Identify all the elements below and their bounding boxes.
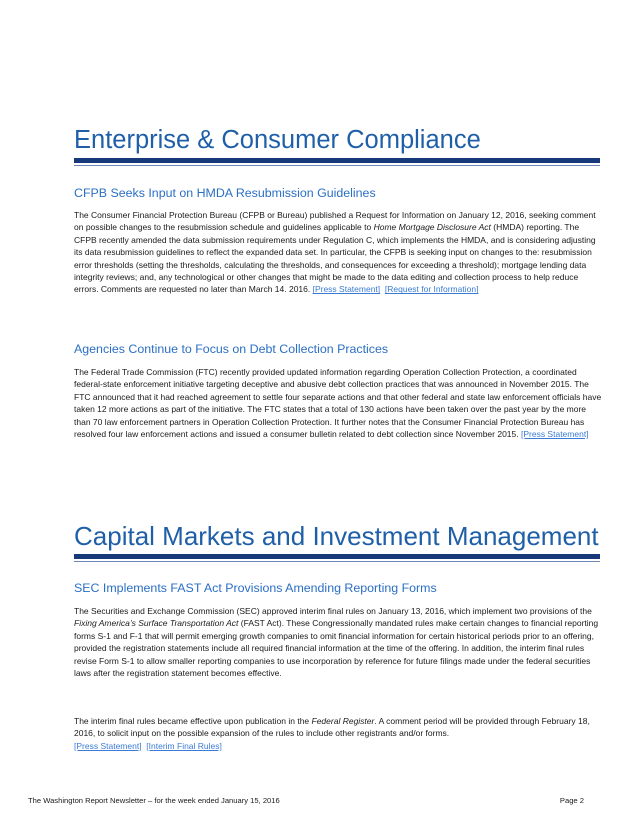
article-body-fast-act-p2 [74,715,602,752]
page-footer [28,796,584,805]
article-title-hmda-resubmission: CFPB Seeks Input on HMDA Resubmission Guidelines [74,186,376,200]
article-body-hmda [74,209,602,296]
press-statement-link[interactable]: [Press Statement] [520,429,589,440]
footer-newsletter-title: The Washington Report Newsletter – for the week ended January 15, 2016 [28,796,280,805]
request-for-information-link[interactable]: [Request for Information] [384,284,479,295]
act-name: Home Mortgage Disclosure Act [373,222,491,233]
article-body-debt-collection [74,366,602,440]
article-title-debt-collection: Agencies Continue to Focus on Debt Collection Practices [74,342,389,356]
article-title-fast-act: SEC Implements FAST Act Provisions Amending Reporting Forms [74,581,437,595]
section-title-enterprise-consumer-compliance: Enterprise & Consumer Compliance [74,126,481,154]
article-text: The Federal Trade Commission (FTC) recently provided updated information regarding Operation Collection Protection, a coordinated federal-state enforcement initiative targeting deceptive and abusive debt collection practices that was announced in November 2015. The FTC announced that it had reached agreement to settle four separate actions and that other federal and state law enforcement officials have taken 12 more actions as part of the initiative. The FTC states that a total of 130 actions have been taken over the past year by the more than 70 law enforcement partners in Operation Collection Protection. It further notes that the Consumer Financial Protection Bureau has resolved four law enforcement actions and issued a consumer bulletin related to debt collection since November 2015. [74,367,602,440]
publication-name: Federal Register [311,716,375,726]
press-statement-link[interactable]: [Press Statement] [312,284,381,295]
section-divider-thick [74,554,600,559]
act-name: Fixing America’s Surface Transportation Act [74,618,239,629]
press-statement-link[interactable]: [Press Statement] [74,740,142,751]
article-text: The interim final rules became effective upon publication in the [74,716,312,726]
article-text: The Securities and Exchange Commission (SEC) approved interim final rules on January 13, 2016, which implement two provisions of the [74,606,592,616]
section-divider-thin [74,561,600,562]
page-number: Page 2 [559,796,584,805]
article-text: . A comment period will be provided through February 18, 2016, to solicit input on the possible expansion of the rules to include other registrants and/or forms. [74,716,590,739]
section-title-capital-markets: Capital Markets and Investment Management [74,521,599,551]
article-text: (FAST Act). These Congressionally mandated rules make certain changes to financial reporting forms S-1 and F-1 that will permit emerging growth companies to omit financial information for certain historical periods prior to an offering, provided the registration statements include all required financial information at the time of the offering. In addition, the interim final rules revise Form S-1 to allow smaller reporting companies to use incorporation by reference for future filings made under the federal securities laws after the registration statement becomes effective. [74,618,599,679]
section-divider-thick [74,158,600,163]
article-text: (HMDA) reporting. The CFPB recently amended the data submission requirements under Regulation C, which implements the HMDA, and is considering adjusting its data resubmission guidelines to reflect the expanded data set. In particular, the CFPB is seeking input on changes to the: resubmission error thresholds (setting the thresholds, calculating the thresholds, and consequences for exceeding a threshold); mortgage lending data integrity reviews; and, any technological or other changes that might be made to the data editing and collection process to help reduce errors. Comments are requested no later than March 14. 2016. [74,222,596,295]
section-divider-thin [74,165,600,166]
article-body-fast-act-p1 [74,605,602,679]
article-text: The Consumer Financial Protection Bureau (CFPB or Bureau) published a Request for Information on January 12, 2016, seeking comment on possible changes to the resubmission schedule and guidelines applicable to [74,210,596,233]
interim-final-rules-link[interactable]: [Interim Final Rules] [146,740,222,751]
